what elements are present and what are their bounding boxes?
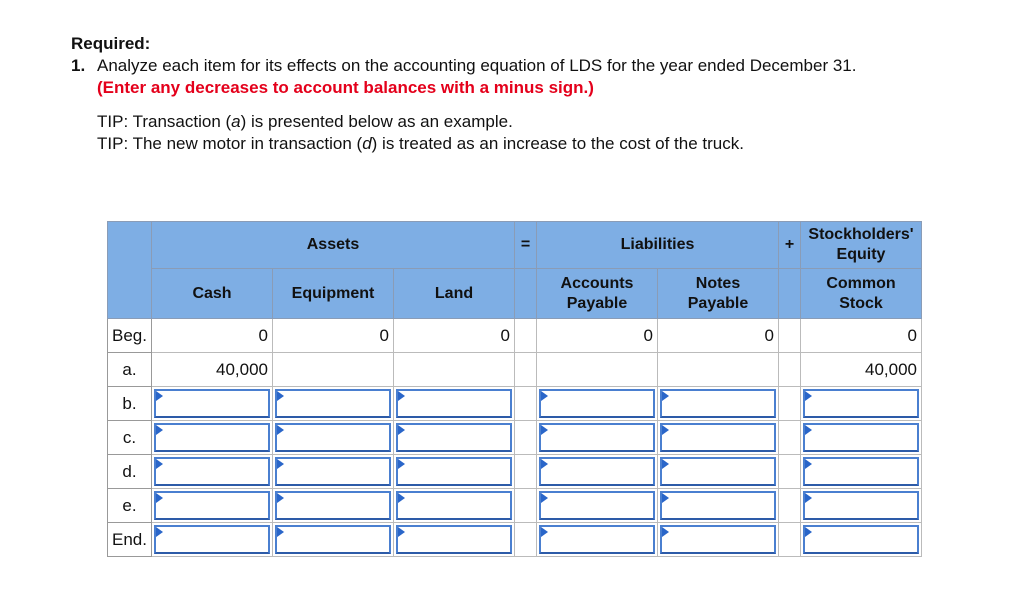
- land-value: [394, 353, 515, 387]
- row-label: c.: [108, 421, 152, 455]
- equipment-input-b[interactable]: [275, 389, 391, 418]
- table-row-e: [108, 489, 922, 523]
- notes-payable-value: 0: [658, 319, 779, 353]
- accounts-payable-header: Accounts Payable: [537, 269, 658, 319]
- tips: [71, 111, 1011, 155]
- notes-payable-input-c[interactable]: [660, 423, 776, 452]
- common-stock-value: 0: [801, 319, 922, 353]
- notes-payable-input-d[interactable]: [660, 457, 776, 486]
- cash-value: 40,000: [152, 353, 273, 387]
- cash-value: 0: [152, 319, 273, 353]
- equipment-input-end[interactable]: [275, 525, 391, 554]
- instructions: [71, 33, 1011, 155]
- row-label: Beg.: [108, 319, 152, 353]
- requirement-number: 1.: [71, 56, 86, 75]
- land-input-b[interactable]: [396, 389, 512, 418]
- equipment-header: Equipment: [273, 269, 394, 319]
- row-label-header: [108, 222, 152, 319]
- cash-input-end[interactable]: [154, 525, 270, 554]
- equipment-value: 0: [273, 319, 394, 353]
- table-row-d: [108, 455, 922, 489]
- cash-header: Cash: [152, 269, 273, 319]
- accounts-payable-input-e[interactable]: [539, 491, 655, 520]
- row-label: End.: [108, 523, 152, 557]
- land-input-e[interactable]: [396, 491, 512, 520]
- accounting-equation-table: [107, 221, 922, 557]
- cash-input-c[interactable]: [154, 423, 270, 452]
- tip-2: TIP: The new motor in transaction (d) is treated as an increase to the cost of the truck.: [97, 134, 744, 153]
- assets-header: Assets: [152, 222, 515, 269]
- common-stock-input-d[interactable]: [803, 457, 919, 486]
- common-stock-input-end[interactable]: [803, 525, 919, 554]
- land-header: Land: [394, 269, 515, 319]
- row-label: a.: [108, 353, 152, 387]
- accounts-payable-input-end[interactable]: [539, 525, 655, 554]
- land-value: 0: [394, 319, 515, 353]
- equipment-input-e[interactable]: [275, 491, 391, 520]
- table-row-end: [108, 523, 922, 557]
- decrease-note: (Enter any decreases to account balances with a minus sign.): [97, 78, 594, 97]
- required-heading: Required:: [71, 34, 151, 53]
- common-stock-input-e[interactable]: [803, 491, 919, 520]
- plus-spacer: [779, 269, 801, 319]
- notes-payable-input-b[interactable]: [660, 389, 776, 418]
- row-label: b.: [108, 387, 152, 421]
- table-row-b: [108, 387, 922, 421]
- accounts-payable-input-c[interactable]: [539, 423, 655, 452]
- equipment-input-d[interactable]: [275, 457, 391, 486]
- row-label: d.: [108, 455, 152, 489]
- table-row-c: [108, 421, 922, 455]
- accounts-payable-input-b[interactable]: [539, 389, 655, 418]
- row-label: e.: [108, 489, 152, 523]
- notes-payable-input-end[interactable]: [660, 525, 776, 554]
- common-stock-input-b[interactable]: [803, 389, 919, 418]
- common-stock-header: Common Stock: [801, 269, 922, 319]
- common-stock-value: 40,000: [801, 353, 922, 387]
- land-input-d[interactable]: [396, 457, 512, 486]
- cash-input-e[interactable]: [154, 491, 270, 520]
- equals-spacer: [515, 269, 537, 319]
- equipment-input-c[interactable]: [275, 423, 391, 452]
- cash-input-b[interactable]: [154, 389, 270, 418]
- stockholders-equity-header: Stockholders' Equity: [801, 222, 922, 269]
- accounts-payable-value: [537, 353, 658, 387]
- notes-payable-header: Notes Payable: [658, 269, 779, 319]
- notes-payable-value: [658, 353, 779, 387]
- land-input-end[interactable]: [396, 525, 512, 554]
- tip-1: TIP: Transaction (a) is presented below as an example.: [97, 112, 513, 131]
- table-row-a: [108, 353, 922, 387]
- notes-payable-input-e[interactable]: [660, 491, 776, 520]
- accounts-payable-input-d[interactable]: [539, 457, 655, 486]
- table-row-beg: [108, 319, 922, 353]
- cash-input-d[interactable]: [154, 457, 270, 486]
- plus-sign: +: [779, 222, 801, 269]
- land-input-c[interactable]: [396, 423, 512, 452]
- common-stock-input-c[interactable]: [803, 423, 919, 452]
- liabilities-header: Liabilities: [537, 222, 779, 269]
- requirement-text: Analyze each item for its effects on the accounting equation of LDS for the year ended December 31.: [97, 56, 857, 75]
- accounts-payable-value: 0: [537, 319, 658, 353]
- equals-sign: =: [515, 222, 537, 269]
- equipment-value: [273, 353, 394, 387]
- requirement-1: [71, 55, 1011, 77]
